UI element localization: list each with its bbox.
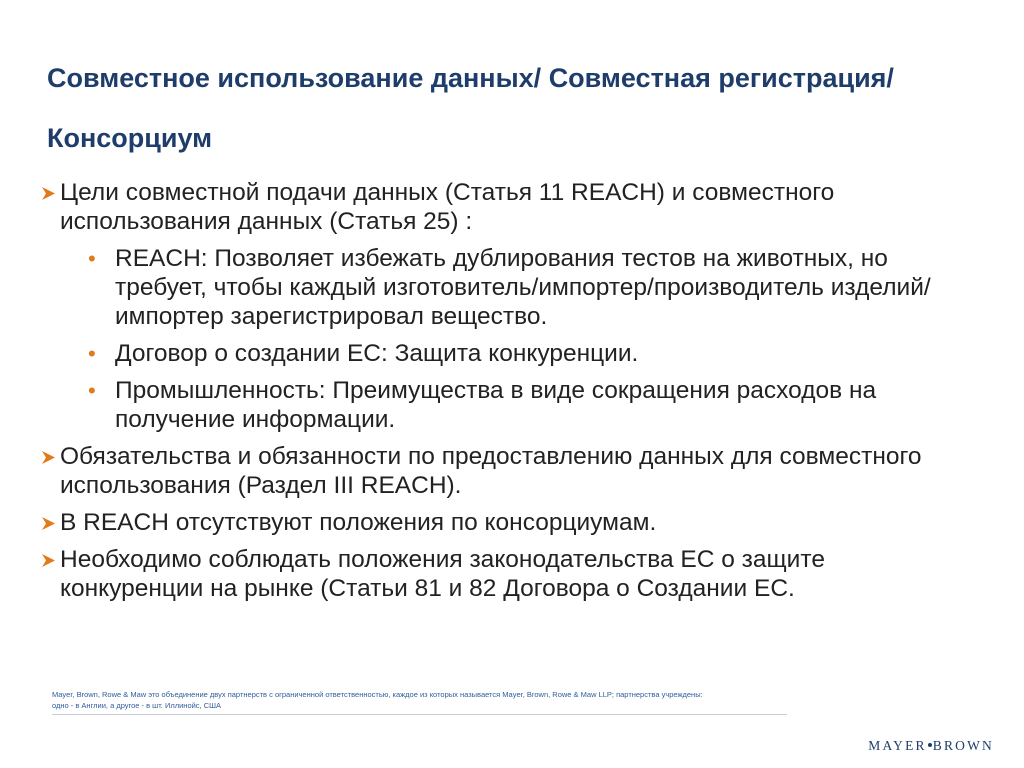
bullet-item <box>40 442 960 500</box>
bullet-item <box>40 508 960 537</box>
logo-text-right: BROWN <box>932 738 994 753</box>
arrow-bullet-icon <box>40 178 58 207</box>
arrow-bullet-icon <box>40 442 58 471</box>
company-logo <box>868 738 994 754</box>
sub-bullet-item <box>60 376 960 434</box>
logo-dot-icon <box>928 743 932 747</box>
bullet-text: Цели совместной подачи данных (Статья 11 REACH) и совместного использования данных (Статья 25) : <box>60 179 835 235</box>
arrow-bullet-icon <box>40 545 58 574</box>
footer-divider <box>52 714 787 715</box>
slide-title: Совместное использование данных/ Совместная регистрация/Консорциум <box>47 63 894 153</box>
sub-bullet-text: REACH: Позволяет избежать дублирования тестов на животных, но требует, чтобы каждый изготовитель/импортер/производитель изделий/импортер зарегистрировал вещество. <box>115 245 931 330</box>
bullet-list <box>40 178 960 611</box>
footer-legal-note <box>52 689 812 711</box>
bullet-item <box>40 178 960 236</box>
dot-bullet-icon: • <box>88 341 96 366</box>
dot-bullet-icon: • <box>88 246 96 271</box>
sub-bullet-text: Промышленность: Преимущества в виде сокращения расходов на получение информации. <box>115 377 877 433</box>
footer-note-line: одно - в Англии, а другое - в шт. Иллинойс, США <box>52 701 222 710</box>
sub-bullet-text: Договор о создании ЕС: Защита конкуренции. <box>115 340 639 367</box>
footer-note-line: Mayer, Brown, Rowe & Maw это объединение двух партнерств с ограниченной ответственностью, каждое из которых называется Mayer, Brown, Rowe & Maw LLP; партнерства учреждены: <box>52 690 703 699</box>
dot-bullet-icon: • <box>88 378 96 403</box>
bullet-text: Обязательства и обязанности по предоставлению данных для совместного использования (Раздел III REACH). <box>60 443 922 499</box>
bullet-text: Необходимо соблюдать положения законодательства ЕС о защите конкуренции на рынке (Статьи 81 и 82 Договора о Создании ЕС. <box>60 546 825 602</box>
bullet-text: В REACH отсутствуют положения по консорциумам. <box>60 509 657 536</box>
sub-bullet-item <box>60 339 960 368</box>
sub-bullet-list <box>40 244 960 434</box>
bullet-item <box>40 545 960 603</box>
sub-bullet-item <box>60 244 960 331</box>
arrow-bullet-icon <box>40 508 58 537</box>
logo-text-left: MAYER <box>868 738 927 753</box>
